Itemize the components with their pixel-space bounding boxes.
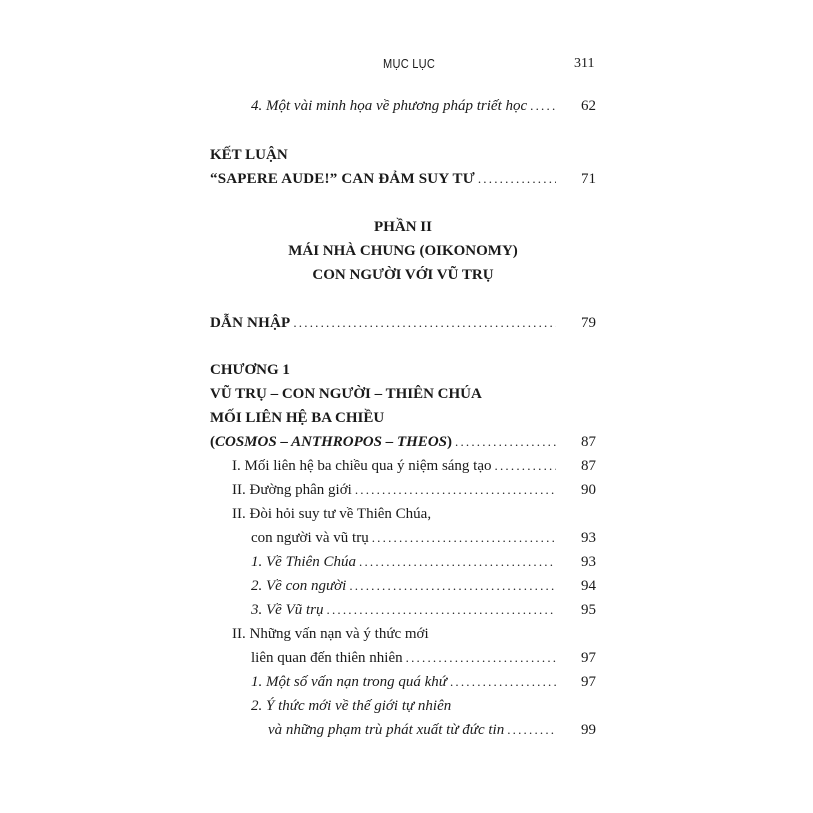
toc-entry-label: 1. Về Thiên Chúa: [251, 554, 356, 570]
part-title-line-2: CON NGƯỜI VỚI VŨ TRỤ: [312, 267, 494, 283]
toc-entry-label: 1. Một số vấn nạn trong quá khứ: [251, 674, 447, 690]
toc-entry-page: 93: [581, 530, 596, 546]
dot-leader: [530, 96, 556, 116]
toc-entry-label: và những phạm trù phát xuất từ đức tin: [268, 722, 505, 738]
toc-entry-label-line-1: II. Những vấn nạn và ý thức mới: [232, 626, 429, 642]
chapter-title-line-1: VŨ TRỤ – CON NGƯỜI – THIÊN CHÚA: [210, 386, 482, 402]
toc-entry[interactable]: [232, 480, 596, 500]
toc-entry[interactable]: [251, 528, 596, 548]
toc-entry-label: con người và vũ trụ: [251, 530, 369, 546]
dot-leader: [406, 648, 556, 668]
dot-leader: [359, 552, 556, 572]
toc-entry-label-line-1: II. Đòi hỏi suy tư về Thiên Chúa,: [232, 506, 432, 522]
toc-entry[interactable]: [251, 552, 596, 572]
dot-leader: [349, 576, 556, 596]
toc-entry[interactable]: [251, 648, 596, 668]
toc-entry[interactable]: [251, 600, 596, 620]
toc-entry-page: 94: [581, 578, 596, 594]
toc-entry[interactable]: [251, 672, 596, 692]
section-heading: KẾT LUẬN: [210, 147, 288, 163]
toc-entry-label: II. Đường phân giới: [232, 482, 352, 498]
toc-entry[interactable]: [251, 576, 596, 596]
toc-entry[interactable]: [268, 720, 596, 740]
part-title-line-1: MÁI NHÀ CHUNG (OIKONOMY): [288, 243, 518, 259]
dot-leader: [327, 600, 557, 620]
toc-entry-page: 71: [581, 171, 596, 187]
toc-entry-label: 2. Về con người: [251, 578, 347, 594]
toc-entry[interactable]: [251, 96, 596, 116]
toc-entry-page: 95: [581, 602, 596, 618]
toc-entry-label: DẪN NHẬP: [210, 315, 291, 331]
dot-leader: [355, 480, 556, 500]
toc-entry-page: 62: [581, 98, 596, 114]
toc-entry-page: 87: [581, 434, 596, 450]
dot-leader: [450, 672, 556, 692]
toc-entry-page: 99: [581, 722, 596, 738]
running-header-page-number: 311: [574, 56, 595, 71]
toc-entry-page: 93: [581, 554, 596, 570]
toc-entry-label: I. Mối liên hệ ba chiều qua ý niệm sáng tạo: [232, 458, 492, 474]
part-label: PHẦN II: [374, 219, 432, 235]
toc-entry[interactable]: [210, 432, 596, 452]
toc-entry-label: (COSMOS – ANTHROPOS – THEOS): [210, 434, 452, 450]
toc-entry[interactable]: [210, 313, 596, 333]
toc-entry-label-line-1: 2. Ý thức mới về thế giới tự nhiên: [251, 698, 452, 714]
toc-entry-page: 87: [581, 458, 596, 474]
toc-entry-page: 97: [581, 674, 596, 690]
toc-entry[interactable]: [232, 456, 596, 476]
toc-entry-page: 97: [581, 650, 596, 666]
dot-leader: [507, 720, 556, 740]
dot-leader: [293, 313, 556, 333]
running-header-title: MỤC LỤC: [383, 56, 436, 71]
toc-entry-label: 3. Về Vũ trụ: [251, 602, 324, 618]
toc-entry[interactable]: [210, 169, 596, 189]
toc-entry-page: 90: [581, 482, 596, 498]
dot-leader: [372, 528, 556, 548]
toc-entry-label: “SAPERE AUDE!” CAN ĐẢM SUY TƯ: [210, 171, 475, 187]
dot-leader: [455, 432, 556, 452]
chapter-title-line-2: MỐI LIÊN HỆ BA CHIỀU: [210, 410, 385, 426]
toc-entry-label: 4. Một vài minh họa về phương pháp triết học: [251, 98, 528, 114]
toc-entry-label: liên quan đến thiên nhiên: [251, 650, 403, 666]
toc-entry-page: 79: [581, 315, 596, 331]
chapter-label: CHƯƠNG 1: [210, 362, 290, 378]
dot-leader: [478, 169, 556, 189]
dot-leader: [495, 456, 556, 476]
